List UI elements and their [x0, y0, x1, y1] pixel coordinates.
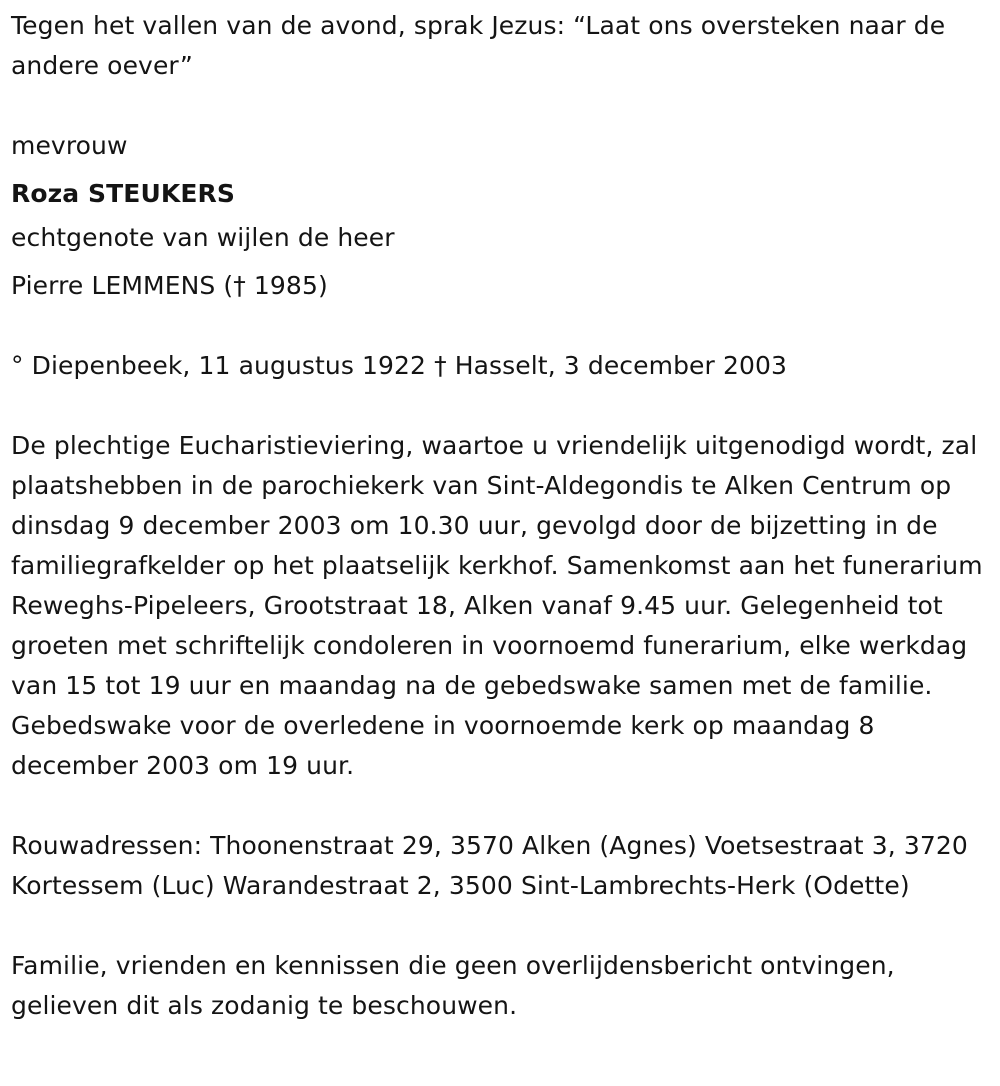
spacer — [11, 386, 1000, 426]
addresses-paragraph: Rouwadressen: Thoonenstraat 29, 3570 Alken (Agnes) Voetsestraat 3, 3720 Kortessem (Luc) Warandestraat 2, 3500 Sint-Lambrechts-Herk (Odette) — [11, 831, 968, 900]
spacer — [11, 306, 1000, 346]
spouse-name: Pierre LEMMENS († 1985) — [11, 271, 328, 300]
ceremony-paragraph: De plechtige Eucharistieviering, waartoe u vriendelijk uitgenodigd wordt, zal plaatshebben in de parochiekerk van Sint-Aldegondis te Alken Centrum op dinsdag 9 december 2003 om 10.30 uur, gevolgd door de bijzetting in de familiegrafkelder op het plaatselijk kerkhof. Samenkomst aan het funerarium Reweghs-Pipeleers, Grootstraat 18, Alken vanaf 9.45 uur. Gelegenheid tot groeten met schriftelijk condoleren in voornoemd funerarium, elke werkdag van 15 tot 19 uur en maandag na de gebedswake samen met de familie. Gebedswake voor de overledene in voornoemde kerk op maandag 8 december 2003 om 19 uur. — [11, 431, 983, 780]
salutation: mevrouw — [11, 131, 128, 160]
closing-paragraph: Familie, vrienden en kennissen die geen overlijdensbericht ontvingen, gelieven dit als zodanig te beschouwen. — [11, 951, 895, 1020]
spacer — [11, 86, 1000, 126]
deceased-name: Roza STEUKERS — [11, 179, 235, 208]
opening-quote: Tegen het vallen van de avond, sprak Jezus: “Laat ons oversteken naar de andere oever” — [11, 11, 946, 80]
spacer — [11, 786, 1000, 826]
life-dates: ° Diepenbeek, 11 augustus 1922 † Hasselt, 3 december 2003 — [11, 351, 787, 380]
spacer — [11, 906, 1000, 946]
relation-text: echtgenote van wijlen de heer — [11, 223, 395, 252]
